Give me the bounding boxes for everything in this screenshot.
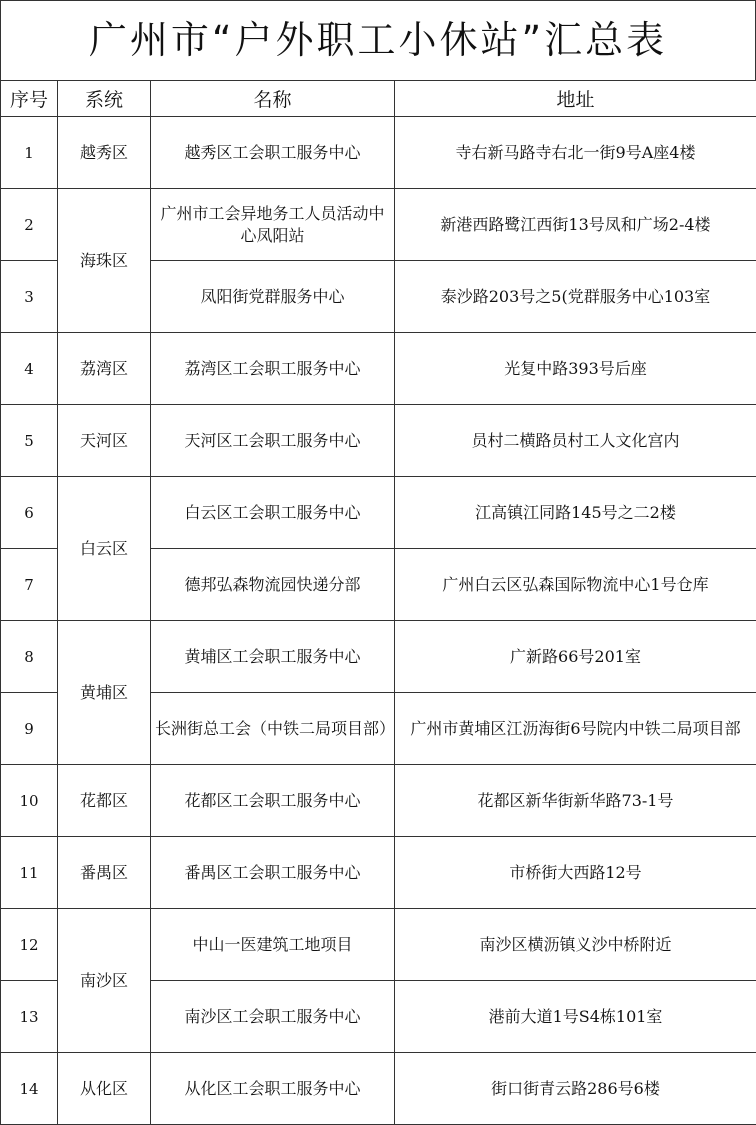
name-cell: 黄埔区工会职工服务中心 <box>151 621 395 693</box>
address-cell: 江高镇江同路145号之二2楼 <box>395 477 756 549</box>
address-cell: 广新路66号201室 <box>395 621 756 693</box>
address-cell: 寺右新马路寺右北一街9号A座4楼 <box>395 117 756 189</box>
table-row <box>1 405 756 477</box>
header-address: 地址 <box>395 81 756 117</box>
name-cell: 天河区工会职工服务中心 <box>151 405 395 477</box>
name-cell: 从化区工会职工服务中心 <box>151 1053 395 1125</box>
system-cell: 白云区 <box>58 477 151 621</box>
name-cell: 中山一医建筑工地项目 <box>151 909 395 981</box>
table-row <box>1 909 756 981</box>
header-name: 名称 <box>151 81 395 117</box>
address-cell: 广州白云区弘森国际物流中心1号仓库 <box>395 549 756 621</box>
address-cell: 光复中路393号后座 <box>395 333 756 405</box>
table-row <box>1 621 756 693</box>
seq-cell: 14 <box>1 1053 58 1125</box>
seq-cell: 10 <box>1 765 58 837</box>
system-cell: 从化区 <box>58 1053 151 1125</box>
seq-cell: 9 <box>1 693 58 765</box>
name-cell: 德邦弘森物流园快递分部 <box>151 549 395 621</box>
table-row <box>1 333 756 405</box>
system-cell: 海珠区 <box>58 189 151 333</box>
table-row <box>1 477 756 549</box>
rest-station-table <box>0 80 756 1125</box>
seq-cell: 11 <box>1 837 58 909</box>
system-cell: 越秀区 <box>58 117 151 189</box>
address-cell: 花都区新华街新华路73-1号 <box>395 765 756 837</box>
document-title: 广州市“户外职工小休站”汇总表 <box>0 0 756 80</box>
seq-cell: 3 <box>1 261 58 333</box>
table-row <box>1 837 756 909</box>
name-cell: 长洲街总工会（中铁二局项目部） <box>151 693 395 765</box>
seq-cell: 6 <box>1 477 58 549</box>
table-row <box>1 765 756 837</box>
name-cell: 白云区工会职工服务中心 <box>151 477 395 549</box>
name-cell: 凤阳街党群服务中心 <box>151 261 395 333</box>
name-cell: 花都区工会职工服务中心 <box>151 765 395 837</box>
system-cell: 荔湾区 <box>58 333 151 405</box>
header-seq: 序号 <box>1 81 58 117</box>
system-cell: 花都区 <box>58 765 151 837</box>
name-cell: 荔湾区工会职工服务中心 <box>151 333 395 405</box>
table-row <box>1 1053 756 1125</box>
address-cell: 新港西路鹭江西街13号凤和广场2-4楼 <box>395 189 756 261</box>
seq-cell: 8 <box>1 621 58 693</box>
table-row <box>1 189 756 261</box>
seq-cell: 4 <box>1 333 58 405</box>
system-cell: 黄埔区 <box>58 621 151 765</box>
system-cell: 番禺区 <box>58 837 151 909</box>
seq-cell: 1 <box>1 117 58 189</box>
seq-cell: 12 <box>1 909 58 981</box>
header-row <box>1 81 756 117</box>
address-cell: 市桥街大西路12号 <box>395 837 756 909</box>
name-cell: 越秀区工会职工服务中心 <box>151 117 395 189</box>
name-cell: 番禺区工会职工服务中心 <box>151 837 395 909</box>
header-system: 系统 <box>58 81 151 117</box>
address-cell: 街口街青云路286号6楼 <box>395 1053 756 1125</box>
seq-cell: 2 <box>1 189 58 261</box>
address-cell: 港前大道1号S4栋101室 <box>395 981 756 1053</box>
address-cell: 泰沙路203号之5(党群服务中心103室 <box>395 261 756 333</box>
address-cell: 南沙区横沥镇义沙中桥附近 <box>395 909 756 981</box>
system-cell: 南沙区 <box>58 909 151 1053</box>
address-cell: 员村二横路员村工人文化宫内 <box>395 405 756 477</box>
address-cell: 广州市黄埔区江沥海街6号院内中铁二局项目部 <box>395 693 756 765</box>
name-cell: 南沙区工会职工服务中心 <box>151 981 395 1053</box>
system-cell: 天河区 <box>58 405 151 477</box>
name-cell: 广州市工会异地务工人员活动中心凤阳站 <box>151 189 395 261</box>
seq-cell: 13 <box>1 981 58 1053</box>
seq-cell: 7 <box>1 549 58 621</box>
table-row <box>1 117 756 189</box>
seq-cell: 5 <box>1 405 58 477</box>
